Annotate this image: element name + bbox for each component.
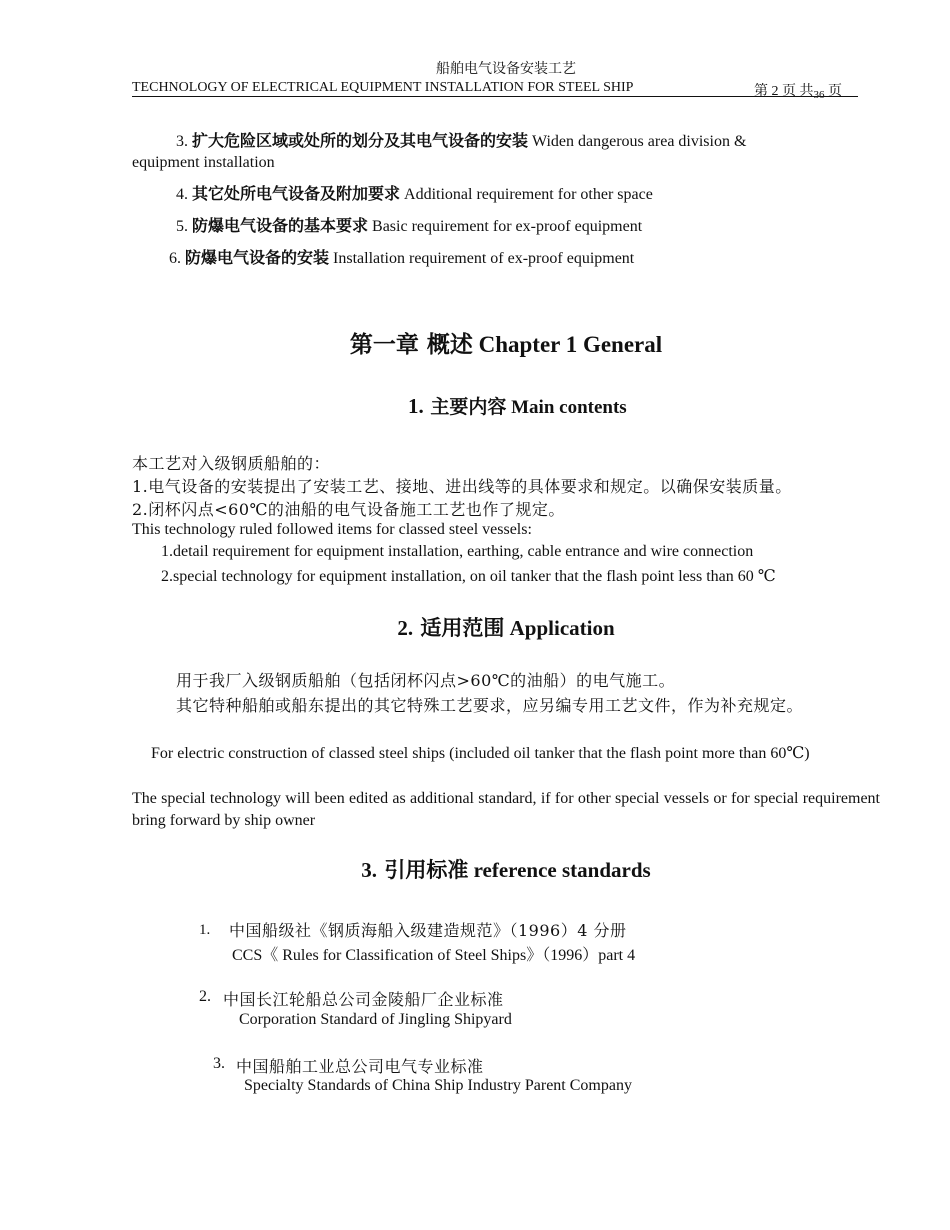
- reference-cn: 中国船舶工业总公司电气专业标准: [236, 1057, 484, 1076]
- section-1-heading: 1. 主要内容 Main contents: [408, 394, 627, 418]
- section-3-heading: 3. 引用标准 reference standards: [361, 858, 651, 882]
- header-title-en: TECHNOLOGY OF ELECTRICAL EQUIPMENT INSTALLATION FOR STEEL SHIP: [132, 80, 634, 95]
- section-2-paragraph: 其它特种船舶或船东提出的其它特殊工艺要求，应另编专用工艺文件，作为补充规定。: [176, 696, 804, 715]
- section-1-line: 2.special technology for equipment installation, on oil tanker that the flash point less than 60 ℃: [161, 568, 776, 585]
- section-2-paragraph: For electric construction of classed steel ships (included oil tanker that the flash point more than 60℃): [151, 745, 810, 762]
- reference-number: 3.: [213, 1055, 225, 1072]
- reference-number: 1.: [199, 922, 211, 938]
- section-1-line: This technology ruled followed items for classed steel vessels:: [132, 521, 532, 538]
- section-1-line: 1.detail requirement for equipment installation, earthing, cable entrance and wire connection: [161, 543, 754, 560]
- section-1-line: 2.闭杯闪点<60℃的油船的电气设备施工工艺也作了规定。: [132, 500, 565, 519]
- reference-cn: 中国长江轮船总公司金陵船厂企业标准: [223, 990, 504, 1009]
- header-title-cn: 船舶电气设备安装工艺: [436, 62, 576, 77]
- toc-item-3-cont: equipment installation: [132, 154, 275, 171]
- toc-item-3: 3. 扩大危险区域或处所的划分及其电气设备的安装 Widen dangerous area division &: [176, 131, 747, 150]
- section-2-paragraph: 用于我厂入级钢质船舶（包括闭杯闪点>60℃的油船）的电气施工。: [176, 671, 676, 690]
- reference-en: CCS《 Rules for Classification of Steel Ships》（1996）part 4: [232, 947, 636, 964]
- section-2-heading: 2. 适用范围 Application: [397, 616, 615, 640]
- reference-cn: 中国船级社《钢质海船入级建造规范》（1996）4 分册: [229, 921, 627, 940]
- section-1-line: 本工艺对入级钢质船舶的：: [132, 454, 331, 473]
- section-2-paragraph: The special technology will been edited as additional standard, if for other special vessels or for special requirement bring forward by ship owner: [132, 790, 880, 829]
- page-number: 第 2 页 共$_{36}$ 页: [754, 84, 842, 101]
- chapter-heading: 第一章 概述 Chapter 1 General: [349, 332, 663, 358]
- toc-item-6: 6. 防爆电气设备的安装 Installation requirement of ex-proof equipment: [169, 248, 635, 267]
- header-rule: [132, 96, 858, 97]
- section-1-line: 1.电气设备的安装提出了安装工艺、接地、进出线等的具体要求和规定。以确保安装质量。: [132, 477, 792, 496]
- reference-number: 2.: [199, 988, 211, 1005]
- reference-en: Specialty Standards of China Ship Industry Parent Company: [244, 1077, 632, 1094]
- reference-en: Corporation Standard of Jingling Shipyard: [239, 1011, 512, 1028]
- toc-item-4: 4. 其它处所电气设备及附加要求 Additional requirement for other space: [176, 184, 653, 203]
- toc-item-5: 5. 防爆电气设备的基本要求 Basic requirement for ex-proof equipment: [176, 216, 643, 235]
